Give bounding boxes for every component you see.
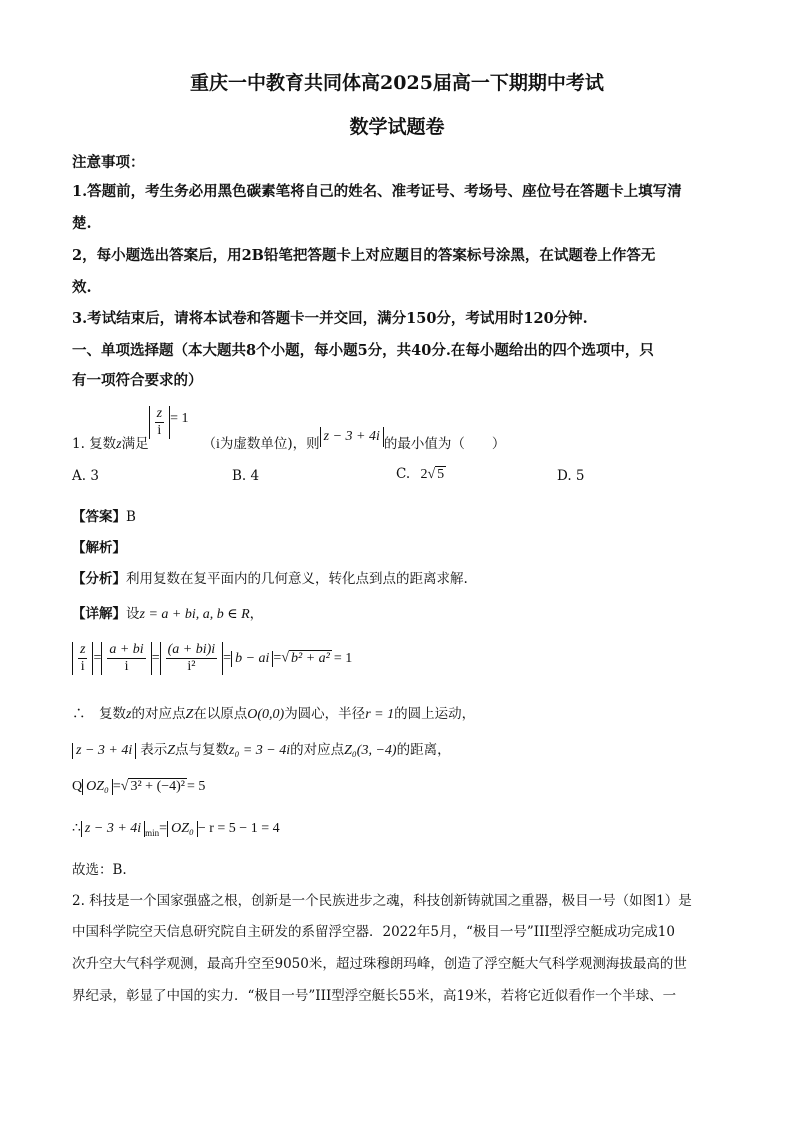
q1-var-z: z xyxy=(116,437,122,452)
q1-step-2 xyxy=(72,738,451,759)
note-1-line-2: 楚. xyxy=(72,215,92,232)
step1-e: 的圆上运动， xyxy=(394,706,476,722)
sqrt-icon: √ xyxy=(427,467,436,482)
eq-result: = 1 xyxy=(333,650,353,666)
eq-radicand: b² + a² xyxy=(291,651,330,666)
detail-comma: ， xyxy=(249,606,264,622)
exam-title: 重庆一中教育共同体高2025届高一下期期中考试 xyxy=(190,72,604,94)
step1-r: r = 1 xyxy=(365,707,395,722)
step4-min: min xyxy=(145,827,160,838)
q1-satisfy: 满足 xyxy=(121,436,149,452)
step1-b: 的对应点 xyxy=(131,706,186,722)
step1-d: 为圆心，半径 xyxy=(284,706,366,722)
step2-b: 点与复数 xyxy=(175,742,230,758)
note-1-line-1: 1.答题前，考生务必用黑色碳素笔将自己的姓名、准考证号、考场号、座位号在答题卡上填写清 xyxy=(72,183,682,200)
step3-result: = 5 xyxy=(187,779,206,794)
q1-step-4 xyxy=(72,820,280,838)
q1-equation-line xyxy=(72,642,352,675)
q1-option-b: B. 4 xyxy=(232,468,260,484)
step1-a: ∴ 复数 xyxy=(72,706,126,722)
section-1-heading-line-2: 有一项符合要求的） xyxy=(72,372,203,389)
eq-f3-num: (a + bi)i xyxy=(167,642,216,657)
note-2-line-1: 2，每小题选出答案后，用2B铅笔把答题卡上对应题目的答案标号涂黑，在试题卷上作答无 xyxy=(72,247,656,264)
sqrt-icon: √ xyxy=(120,779,129,794)
section-1-heading-line-1: 一、单项选择题（本大题共8个小题，每小题5分，共40分.在每小题给出的四个选项中，只 xyxy=(72,342,654,359)
sqrt-icon: √ xyxy=(281,650,290,666)
q1-option-d: D. 5 xyxy=(557,468,585,484)
eq-f2-den: i xyxy=(124,659,129,674)
step1-Z: Z xyxy=(185,707,194,722)
q1-target-expr: z − 3 + 4i xyxy=(320,427,384,447)
exam-subtitle: 数学试题卷 xyxy=(349,116,445,138)
eq-sign-b: = xyxy=(151,650,160,666)
step4-eq: = xyxy=(159,821,168,836)
step3-eq: = xyxy=(112,779,121,794)
q1-stem xyxy=(72,406,506,452)
answer-tag: 【答案】 xyxy=(72,509,126,525)
step1-c: 在以原点 xyxy=(193,706,248,722)
q1-step-3 xyxy=(72,778,205,795)
step1-z: z xyxy=(126,707,132,722)
note-3: 3.考试结束后，请将本试卷和答题卡一并交回，满分150分，考试用时120分钟. xyxy=(72,310,588,327)
q1-paren-rest: 为虚数单位)，则 xyxy=(219,436,320,452)
q2-line-2: 中国科学院空天信息研究院自主研发的系留浮空器．2022年5月，“极目一号”III型浮空艇成功完成10 xyxy=(72,924,675,940)
q1-prefix: 1. 复数 xyxy=(72,436,117,452)
eq-f1-num: z xyxy=(80,642,86,657)
q2-line-3: 次升空大气科学观测，最高升空至9050米，超过珠穆朗玛峰，创造了浮空艇大气科学观测海拔最高的世 xyxy=(72,956,687,972)
q1-cond-den: i xyxy=(157,423,162,438)
q1-option-c-label: C. xyxy=(396,466,411,482)
step2-Z0: Z₀(3, −4) xyxy=(344,743,397,758)
step4-bar: OZ₀ xyxy=(167,821,198,837)
q1-option-c-coef: 2 xyxy=(420,467,428,482)
step2-c: 的对应点 xyxy=(290,742,345,758)
q1-fenxi-line xyxy=(72,567,468,587)
q1-choose: 故选：B. xyxy=(72,862,127,878)
q1-i-symbol: i xyxy=(215,437,220,452)
notes-heading: 注意事项： xyxy=(72,154,145,171)
analysis-tag: 【解析】 xyxy=(72,540,126,556)
eq-f2-num: a + bi xyxy=(109,642,144,657)
detail-math: z = a + bi, a, b ∈ R xyxy=(139,607,250,622)
detail-text: 设 xyxy=(126,606,140,622)
q1-paren-open: （ xyxy=(202,436,216,452)
q1-suffix: 的最小值为（ ） xyxy=(383,436,506,452)
q1-detail-line xyxy=(72,602,263,623)
eq-sign-d: = xyxy=(273,650,282,666)
eq-sign-c: = xyxy=(223,650,232,666)
step2-d: 的距离， xyxy=(396,742,451,758)
eq-abs-b-ai: b − ai xyxy=(231,651,273,667)
q1-option-c-radicand: 5 xyxy=(437,467,445,482)
step2-z0: z₀ = 3 − 4i xyxy=(229,743,291,758)
q2-line-1: 2. 科技是一个国家强盛之根，创新是一个民族进步之魂，科技创新铸就国之重器，极目一号（如图1）是 xyxy=(72,893,692,909)
q2-line-4: 界纪录，彰显了中国的实力．“极目一号”III型浮空艇长55米，高19米，若将它近似看作一个半球、一 xyxy=(72,988,677,1004)
q1-answer-line xyxy=(72,505,136,525)
detail-tag: 【详解】 xyxy=(72,606,126,622)
step3-a: Q xyxy=(72,779,83,794)
step4-result: − r = 5 − 1 = 4 xyxy=(197,821,280,836)
q1-option-a: A. 3 xyxy=(72,468,99,484)
q1-step-1 xyxy=(72,702,475,723)
step4-a: ∴ xyxy=(72,821,81,836)
fenxi-text: 利用复数在复平面内的几何意义，转化点到点的距离求解. xyxy=(126,571,468,587)
q1-cond-num: z xyxy=(156,406,163,421)
q1-option-c xyxy=(396,466,446,483)
step2-Z: Z xyxy=(167,743,176,758)
step3-radicand: 3² + (−4)² xyxy=(130,779,185,794)
answer-value: B xyxy=(126,509,136,525)
step3-bar: OZ₀ xyxy=(82,779,113,795)
eq-f3-den: i² xyxy=(187,659,196,674)
step2-a: 表示 xyxy=(140,742,168,758)
step4-expr: z − 3 + 4i xyxy=(81,821,145,837)
q1-condition-abs xyxy=(149,406,170,439)
fenxi-tag: 【分析】 xyxy=(72,571,126,587)
note-2-line-2: 效. xyxy=(72,279,92,296)
q1-cond-eq: = 1 xyxy=(170,411,189,426)
eq-f1-den: i xyxy=(80,659,85,674)
step1-origin: O(0,0) xyxy=(247,707,285,722)
eq-sign-a: = xyxy=(93,650,102,666)
step2-expr: z − 3 + 4i xyxy=(72,743,136,759)
